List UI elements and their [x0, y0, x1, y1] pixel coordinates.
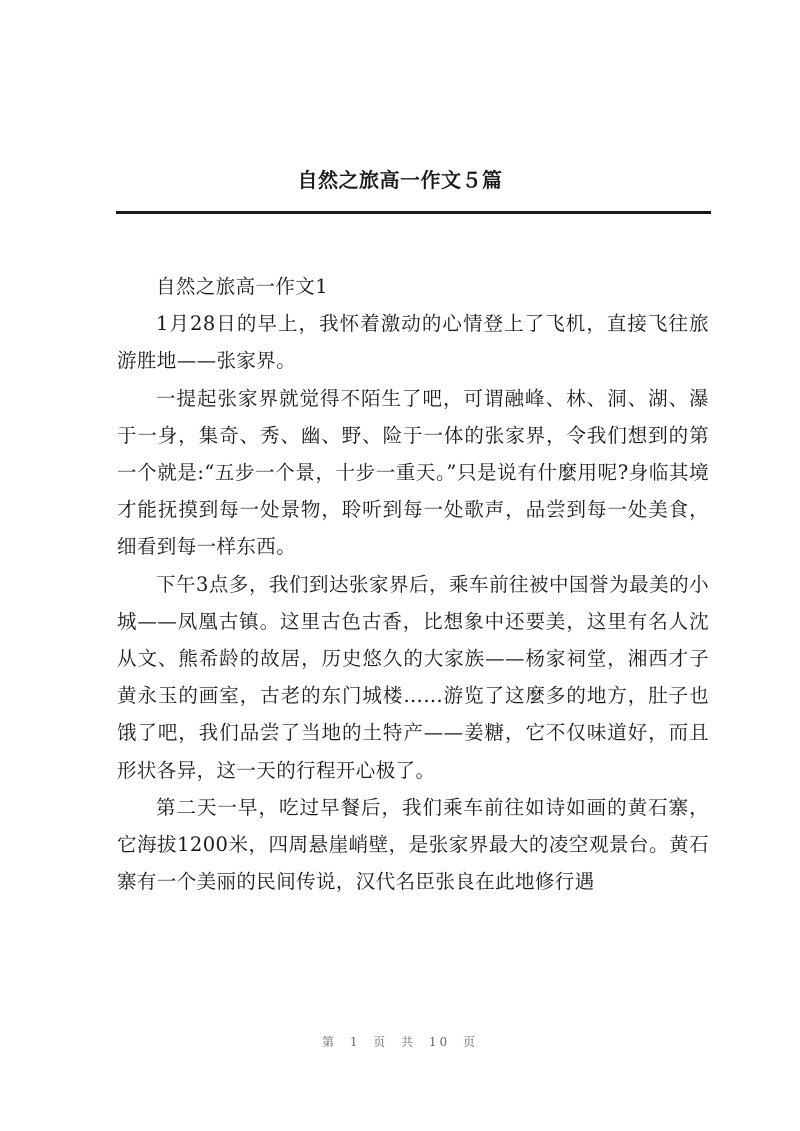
paragraph-3: 下午3点多，我们到达张家界后，乘车前往被中国誉为最美的小城——凤凰古镇。这里古色古香，比想象中还要美，这里有名人沈从文、熊希龄的故居，历史悠久的大家族——杨家祠堂，湘西才子黄永玉的画室，古老的东门城楼……游览了这麼多的地方，肚子也饿了吧，我们品尝了当地的土特产——姜糖，它不仅味道好，而且形状各异，这一天的行程开心极了。 [117, 572, 709, 782]
document-title: 自然之旅高一作文５篇 [297, 168, 503, 192]
paragraph-1: 1月28日的早上，我怀着激动的心情登上了飞机，直接飞往旅游胜地——张家界。 [117, 312, 709, 373]
title-divider [116, 211, 711, 214]
paragraph-2: 一提起张家界就觉得不陌生了吧，可谓融峰、林、洞、湖、瀑于一身，集奇、秀、幽、野、险于一体的张家界，令我们想到的第一个就是:“五步一个景，十步一重天。”只是说有什麼用呢?身临其境才能抚摸到每一处景物，聆听到每一处歌声，品尝到每一处美食，细看到每一样东西。 [117, 386, 709, 559]
paragraph-subtitle: 自然之旅高一作文1 [156, 275, 329, 298]
page-number-footer: 第 1 页 共 10 页 [322, 1035, 478, 1049]
paragraph-4: 第二天一早，吃过早餐后，我们乘车前往如诗如画的黄石寨，它海拔1200米，四周悬崖峭壁，是张家界最大的凌空观景台。黄石寨有一个美丽的民间传说，汉代名臣张良在此地修行遇 [117, 795, 709, 894]
document-body [117, 268, 709, 900]
